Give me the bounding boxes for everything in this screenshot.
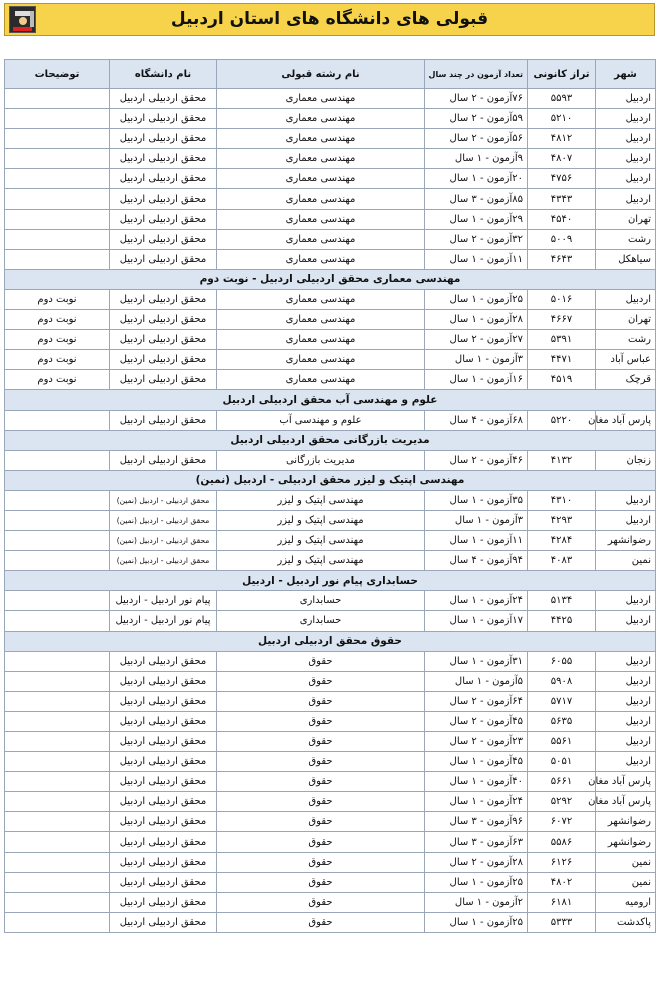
cell-score: ۵۰۱۶ xyxy=(528,289,596,309)
cell-major: مهندسی اپتیک و لیزر xyxy=(217,510,425,530)
cell-notes xyxy=(5,209,110,229)
cell-university: محقق اردبیلی اردبیل xyxy=(110,832,217,852)
cell-notes xyxy=(5,490,110,510)
cell-exam: ۴۵آزمون - ۲ سال xyxy=(425,711,528,731)
table-row xyxy=(5,591,656,611)
cell-score: ۴۰۸۳ xyxy=(528,551,596,571)
cell-notes xyxy=(5,752,110,772)
cell-city: پارس آباد مغان xyxy=(596,792,656,812)
cell-city: ارومیه xyxy=(596,892,656,912)
cell-city: اردبیل xyxy=(596,490,656,510)
cell-exam: ۹۶آزمون - ۳ سال xyxy=(425,812,528,832)
cell-university: محقق اردبیلی - اردبیل (نمین) xyxy=(110,510,217,530)
cell-notes xyxy=(5,772,110,792)
table-row xyxy=(5,330,656,350)
cell-major: حقوق xyxy=(217,691,425,711)
table-row xyxy=(5,169,656,189)
section-title: مهندسی معماری محقق اردبیلی اردبیل - نوبت دوم xyxy=(5,269,656,289)
table-row xyxy=(5,350,656,370)
table-row xyxy=(5,812,656,832)
cell-score: ۵۵۸۶ xyxy=(528,832,596,852)
cell-city: اردبیل xyxy=(596,591,656,611)
cell-score: ۵۰۰۹ xyxy=(528,229,596,249)
cell-city: اردبیل xyxy=(596,611,656,631)
cell-exam: ۲۳آزمون - ۲ سال xyxy=(425,732,528,752)
cell-score: ۴۵۴۰ xyxy=(528,209,596,229)
cell-notes xyxy=(5,89,110,109)
cell-university: محقق اردبیلی اردبیل xyxy=(110,189,217,209)
table-row xyxy=(5,892,656,912)
cell-major: حقوق xyxy=(217,711,425,731)
cell-exam: ۹آزمون - ۱ سال xyxy=(425,149,528,169)
cell-major: حسابداری xyxy=(217,611,425,631)
cell-exam: ۴۰آزمون - ۱ سال xyxy=(425,772,528,792)
cell-notes xyxy=(5,249,110,269)
cell-notes xyxy=(5,591,110,611)
cell-major: مهندسی معماری xyxy=(217,249,425,269)
cell-city: سیاهکل xyxy=(596,249,656,269)
cell-notes xyxy=(5,892,110,912)
section-header-row xyxy=(5,571,656,591)
cell-exam: ۳۱آزمون - ۱ سال xyxy=(425,651,528,671)
table-row xyxy=(5,189,656,209)
cell-score: ۵۰۵۱ xyxy=(528,752,596,772)
cell-university: محقق اردبیلی اردبیل xyxy=(110,651,217,671)
cell-score: ۵۷۱۷ xyxy=(528,691,596,711)
table-row xyxy=(5,551,656,571)
cell-exam: ۲۵آزمون - ۱ سال xyxy=(425,912,528,932)
cell-notes xyxy=(5,450,110,470)
section-header-row xyxy=(5,430,656,450)
cell-score: ۵۶۶۱ xyxy=(528,772,596,792)
cell-notes xyxy=(5,912,110,932)
cell-exam: ۴۵آزمون - ۱ سال xyxy=(425,752,528,772)
column-header-score: تراز کانونی xyxy=(528,60,596,89)
cell-notes xyxy=(5,189,110,209)
table-row xyxy=(5,531,656,551)
cell-university: محقق اردبیلی اردبیل xyxy=(110,450,217,470)
cell-city: رضوانشهر xyxy=(596,812,656,832)
cell-city: اردبیل xyxy=(596,510,656,530)
cell-major: حقوق xyxy=(217,651,425,671)
cell-score: ۴۳۴۳ xyxy=(528,189,596,209)
cell-university: محقق اردبیلی اردبیل xyxy=(110,109,217,129)
cell-score: ۴۵۱۹ xyxy=(528,370,596,390)
cell-score: ۵۳۹۱ xyxy=(528,330,596,350)
cell-university: محقق اردبیلی اردبیل xyxy=(110,732,217,752)
cell-exam: ۳آزمون - ۱ سال xyxy=(425,510,528,530)
cell-university: محقق اردبیلی - اردبیل (نمین) xyxy=(110,531,217,551)
cell-score: ۵۶۳۵ xyxy=(528,711,596,731)
cell-notes xyxy=(5,531,110,551)
cell-score: ۴۶۴۳ xyxy=(528,249,596,269)
cell-city: اردبیل xyxy=(596,671,656,691)
cell-major: علوم و مهندسی آب xyxy=(217,410,425,430)
table-row xyxy=(5,912,656,932)
cell-city: رضوانشهر xyxy=(596,531,656,551)
cell-notes xyxy=(5,812,110,832)
cell-notes xyxy=(5,149,110,169)
cell-score: ۵۵۶۱ xyxy=(528,732,596,752)
cell-score: ۴۲۹۳ xyxy=(528,510,596,530)
table-row xyxy=(5,129,656,149)
cell-exam: ۳آزمون - ۱ سال xyxy=(425,350,528,370)
cell-city: پارس آباد مغان xyxy=(596,410,656,430)
cell-city: تهران xyxy=(596,209,656,229)
cell-exam: ۳۲آزمون - ۲ سال xyxy=(425,229,528,249)
cell-city: اردبیل xyxy=(596,149,656,169)
cell-major: مهندسی معماری xyxy=(217,310,425,330)
cell-score: ۶۱۸۱ xyxy=(528,892,596,912)
cell-city: پارس آباد مغان xyxy=(596,772,656,792)
cell-notes: نوبت دوم xyxy=(5,370,110,390)
section-title: علوم و مهندسی آب محقق اردبیلی اردبیل xyxy=(5,390,656,410)
cell-notes xyxy=(5,169,110,189)
cell-major: مهندسی معماری xyxy=(217,330,425,350)
cell-university: پیام نور اردبیل - اردبیل xyxy=(110,591,217,611)
cell-exam: ۷۶آزمون - ۲ سال xyxy=(425,89,528,109)
cell-university: محقق اردبیلی اردبیل xyxy=(110,691,217,711)
section-title: حسابداری پیام نور اردبیل - اردبیل xyxy=(5,571,656,591)
cell-exam: ۵آزمون - ۱ سال xyxy=(425,671,528,691)
cell-notes: نوبت دوم xyxy=(5,330,110,350)
cell-major: حقوق xyxy=(217,772,425,792)
cell-score: ۵۹۰۸ xyxy=(528,671,596,691)
cell-city: زنجان xyxy=(596,450,656,470)
column-header-exam: تعداد آزمون در چند سال xyxy=(425,60,528,89)
cell-exam: ۱۷آزمون - ۱ سال xyxy=(425,611,528,631)
table-row xyxy=(5,289,656,309)
section-header-row xyxy=(5,470,656,490)
cell-notes xyxy=(5,129,110,149)
column-header-city: شهر xyxy=(596,60,656,89)
cell-notes xyxy=(5,852,110,872)
cell-score: ۴۸۰۷ xyxy=(528,149,596,169)
cell-score: ۵۲۲۰ xyxy=(528,410,596,430)
cell-score: ۴۱۳۲ xyxy=(528,450,596,470)
cell-exam: ۲۰آزمون - ۱ سال xyxy=(425,169,528,189)
table-row xyxy=(5,691,656,711)
table-row xyxy=(5,229,656,249)
cell-university: محقق اردبیلی اردبیل xyxy=(110,812,217,832)
cell-city: اردبیل xyxy=(596,169,656,189)
cell-major: حقوق xyxy=(217,792,425,812)
cell-score: ۶۰۵۵ xyxy=(528,651,596,671)
cell-city: اردبیل xyxy=(596,732,656,752)
cell-score: ۶۱۲۶ xyxy=(528,852,596,872)
cell-notes xyxy=(5,832,110,852)
table-row xyxy=(5,872,656,892)
cell-university: محقق اردبیلی اردبیل xyxy=(110,169,217,189)
cell-university: محقق اردبیلی اردبیل xyxy=(110,671,217,691)
cell-major: مهندسی معماری xyxy=(217,89,425,109)
cell-exam: ۹۴آزمون - ۴ سال xyxy=(425,551,528,571)
cell-exam: ۸۵آزمون - ۳ سال xyxy=(425,189,528,209)
cell-university: محقق اردبیلی اردبیل xyxy=(110,370,217,390)
cell-city: اردبیل xyxy=(596,651,656,671)
table-body xyxy=(5,89,656,933)
cell-score: ۴۸۱۲ xyxy=(528,129,596,149)
cell-university: محقق اردبیلی اردبیل xyxy=(110,249,217,269)
cell-notes xyxy=(5,551,110,571)
cell-exam: ۱۱آزمون - ۱ سال xyxy=(425,249,528,269)
cell-major: مهندسی معماری xyxy=(217,129,425,149)
page-title: قبولی های دانشگاه های استان اردبیل xyxy=(170,9,489,29)
cell-major: مهندسی معماری xyxy=(217,149,425,169)
cell-city: نمین xyxy=(596,872,656,892)
cell-university: محقق اردبیلی اردبیل xyxy=(110,410,217,430)
cell-score: ۵۱۳۴ xyxy=(528,591,596,611)
cell-major: حقوق xyxy=(217,832,425,852)
section-title: مدیریت بازرگانی محقق اردبیلی اردبیل xyxy=(5,430,656,450)
cell-university: محقق اردبیلی اردبیل xyxy=(110,752,217,772)
cell-university: محقق اردبیلی اردبیل xyxy=(110,350,217,370)
cell-city: نمین xyxy=(596,852,656,872)
cell-city: قرچک xyxy=(596,370,656,390)
cell-university: محقق اردبیلی اردبیل xyxy=(110,330,217,350)
column-header-notes: توضیحات xyxy=(5,60,110,89)
admissions-table xyxy=(4,59,656,933)
section-title: حقوق محقق اردبیلی اردبیل xyxy=(5,631,656,651)
cell-score: ۴۷۵۶ xyxy=(528,169,596,189)
cell-notes xyxy=(5,792,110,812)
cell-exam: ۲۸آزمون - ۱ سال xyxy=(425,310,528,330)
cell-university: محقق اردبیلی - اردبیل (نمین) xyxy=(110,551,217,571)
table-row xyxy=(5,310,656,330)
section-header-row xyxy=(5,390,656,410)
cell-exam: ۲آزمون - ۱ سال xyxy=(425,892,528,912)
cell-notes xyxy=(5,671,110,691)
cell-university: محقق اردبیلی اردبیل xyxy=(110,289,217,309)
column-header-university: نام دانشگاه xyxy=(110,60,217,89)
cell-exam: ۴۶آزمون - ۲ سال xyxy=(425,450,528,470)
cell-major: حقوق xyxy=(217,812,425,832)
table-row xyxy=(5,410,656,430)
cell-score: ۴۳۱۰ xyxy=(528,490,596,510)
cell-university: محقق اردبیلی اردبیل xyxy=(110,89,217,109)
cell-city: پاکدشت xyxy=(596,912,656,932)
cell-major: مهندسی معماری xyxy=(217,289,425,309)
cell-major: حقوق xyxy=(217,872,425,892)
table-row xyxy=(5,792,656,812)
section-title: مهندسی اپتیک و لیزر محقق اردبیلی - اردبیل (نمین) xyxy=(5,470,656,490)
cell-university: محقق اردبیلی اردبیل xyxy=(110,912,217,932)
table-row xyxy=(5,89,656,109)
cell-major: مهندسی معماری xyxy=(217,169,425,189)
table-row xyxy=(5,490,656,510)
cell-notes xyxy=(5,691,110,711)
cell-city: اردبیل xyxy=(596,189,656,209)
cell-major: حقوق xyxy=(217,671,425,691)
cell-notes xyxy=(5,732,110,752)
table-row xyxy=(5,370,656,390)
cell-exam: ۲۹آزمون - ۱ سال xyxy=(425,209,528,229)
cell-university: محقق اردبیلی اردبیل xyxy=(110,229,217,249)
cell-major: مهندسی معماری xyxy=(217,109,425,129)
table-row xyxy=(5,510,656,530)
cell-score: ۴۶۶۷ xyxy=(528,310,596,330)
cell-university: محقق اردبیلی اردبیل xyxy=(110,209,217,229)
section-header-row xyxy=(5,269,656,289)
section-header-row xyxy=(5,631,656,651)
cell-university: محقق اردبیلی اردبیل xyxy=(110,892,217,912)
cell-city: عباس آباد xyxy=(596,350,656,370)
cell-notes xyxy=(5,611,110,631)
cell-score: ۵۲۹۲ xyxy=(528,792,596,812)
title-banner xyxy=(4,3,655,36)
table-row xyxy=(5,109,656,129)
table-row xyxy=(5,772,656,792)
table-row xyxy=(5,732,656,752)
cell-major: مهندسی معماری xyxy=(217,350,425,370)
cell-major: مهندسی معماری xyxy=(217,370,425,390)
cell-city: رشت xyxy=(596,229,656,249)
cell-major: حقوق xyxy=(217,752,425,772)
cell-city: اردبیل xyxy=(596,109,656,129)
cell-score: ۴۸۰۲ xyxy=(528,872,596,892)
cell-city: نمین xyxy=(596,551,656,571)
cell-university: محقق اردبیلی - اردبیل (نمین) xyxy=(110,490,217,510)
table-row xyxy=(5,832,656,852)
cell-university: محقق اردبیلی اردبیل xyxy=(110,872,217,892)
table-row xyxy=(5,711,656,731)
table-row xyxy=(5,611,656,631)
cell-exam: ۲۴آزمون - ۱ سال xyxy=(425,792,528,812)
cell-notes: نوبت دوم xyxy=(5,350,110,370)
cell-exam: ۳۵آزمون - ۱ سال xyxy=(425,490,528,510)
cell-major: مهندسی معماری xyxy=(217,189,425,209)
cell-university: محقق اردبیلی اردبیل xyxy=(110,129,217,149)
cell-score: ۴۴۲۵ xyxy=(528,611,596,631)
cell-score: ۵۳۳۳ xyxy=(528,912,596,932)
cell-city: اردبیل xyxy=(596,289,656,309)
cell-major: حقوق xyxy=(217,732,425,752)
cell-major: حقوق xyxy=(217,852,425,872)
table-row xyxy=(5,149,656,169)
cell-university: محقق اردبیلی اردبیل xyxy=(110,852,217,872)
cell-exam: ۲۵آزمون - ۱ سال xyxy=(425,289,528,309)
cell-score: ۴۲۸۴ xyxy=(528,531,596,551)
cell-major: مهندسی معماری xyxy=(217,229,425,249)
cell-city: رشت xyxy=(596,330,656,350)
cell-university: محقق اردبیلی اردبیل xyxy=(110,772,217,792)
table-header-row xyxy=(5,60,656,89)
cell-exam: ۲۸آزمون - ۲ سال xyxy=(425,852,528,872)
cell-city: تهران xyxy=(596,310,656,330)
cell-exam: ۱۶آزمون - ۱ سال xyxy=(425,370,528,390)
cell-city: اردبیل xyxy=(596,711,656,731)
cell-major: حسابداری xyxy=(217,591,425,611)
cell-score: ۴۴۷۱ xyxy=(528,350,596,370)
cell-exam: ۵۶آزمون - ۲ سال xyxy=(425,129,528,149)
table-row xyxy=(5,752,656,772)
table-row xyxy=(5,249,656,269)
cell-notes xyxy=(5,872,110,892)
cell-university: محقق اردبیلی اردبیل xyxy=(110,792,217,812)
cell-city: اردبیل xyxy=(596,752,656,772)
cell-notes xyxy=(5,651,110,671)
cell-city: اردبیل xyxy=(596,129,656,149)
cell-score: ۵۵۹۳ xyxy=(528,89,596,109)
cell-score: ۶۰۷۲ xyxy=(528,812,596,832)
cell-score: ۵۲۱۰ xyxy=(528,109,596,129)
cell-university: محقق اردبیلی اردبیل xyxy=(110,310,217,330)
cell-exam: ۶۸آزمون - ۴ سال xyxy=(425,410,528,430)
cell-major: حقوق xyxy=(217,892,425,912)
table-row xyxy=(5,651,656,671)
cell-notes xyxy=(5,109,110,129)
cell-major: مهندسی اپتیک و لیزر xyxy=(217,531,425,551)
cell-exam: ۲۵آزمون - ۱ سال xyxy=(425,872,528,892)
cell-exam: ۵۹آزمون - ۲ سال xyxy=(425,109,528,129)
cell-exam: ۱۱آزمون - ۱ سال xyxy=(425,531,528,551)
cell-major: حقوق xyxy=(217,912,425,932)
cell-exam: ۶۳آزمون - ۳ سال xyxy=(425,832,528,852)
cell-notes xyxy=(5,510,110,530)
cell-city: اردبیل xyxy=(596,691,656,711)
table-row xyxy=(5,209,656,229)
cell-university: پیام نور اردبیل - اردبیل xyxy=(110,611,217,631)
column-header-major: نام رشته قبولی xyxy=(217,60,425,89)
cell-city: رضوانشهر xyxy=(596,832,656,852)
table-row xyxy=(5,852,656,872)
cell-exam: ۶۴آزمون - ۲ سال xyxy=(425,691,528,711)
cell-major: مهندسی اپتیک و لیزر xyxy=(217,551,425,571)
cell-notes xyxy=(5,711,110,731)
table-row xyxy=(5,671,656,691)
cell-city: اردبیل xyxy=(596,89,656,109)
cell-exam: ۲۷آزمون - ۲ سال xyxy=(425,330,528,350)
cell-notes: نوبت دوم xyxy=(5,289,110,309)
cell-university: محقق اردبیلی اردبیل xyxy=(110,711,217,731)
cell-major: مدیریت بازرگانی xyxy=(217,450,425,470)
cell-notes xyxy=(5,410,110,430)
cell-notes: نوبت دوم xyxy=(5,310,110,330)
cell-exam: ۲۴آزمون - ۱ سال xyxy=(425,591,528,611)
cell-major: مهندسی معماری xyxy=(217,209,425,229)
table-row xyxy=(5,450,656,470)
cell-notes xyxy=(5,229,110,249)
cell-major: مهندسی اپتیک و لیزر xyxy=(217,490,425,510)
cell-university: محقق اردبیلی اردبیل xyxy=(110,149,217,169)
